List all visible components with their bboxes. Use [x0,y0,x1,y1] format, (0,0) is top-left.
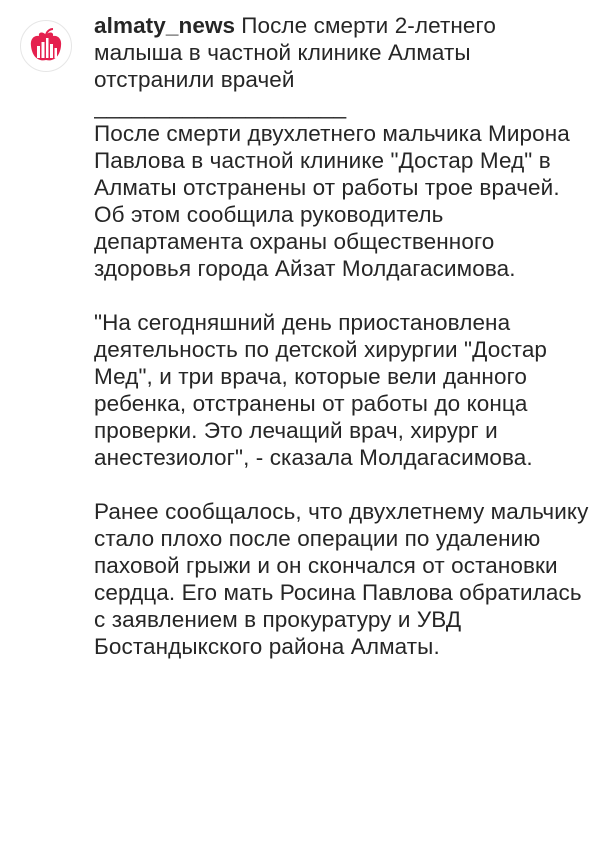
almaty-news-logo-icon [26,26,66,66]
caption-separator: ____________________ [94,94,347,119]
username-link[interactable]: almaty_news [94,13,236,38]
caption-paragraph: Ранее сообщалось, что двухлетнему мальчику стало плохо после операции по удалению паховой грыжи и он скончался от остановки сердца. Его мать Росина Павлова обратилась с заявлением в прокуратуру и УВД Бостандыкского района Алматы. [94,499,589,659]
post-headline: После смерти 2-летнего малыша в частной клинике Алматы отстранили врачей [94,13,496,92]
post-caption [94,12,590,660]
caption-paragraph: "На сегодняшний день приостановлена деятельность по детской хирургии "Достар Мед", и три врача, которые вели данного ребенка, отстранены от работы до конца проверки. Это лечащий врач, хирург и анестезиолог", - сказала Молдагасимова. [94,310,548,470]
caption-paragraph: После смерти двухлетнего мальчика Мирона Павлова в частной клинике "Достар Мед" в Алматы отстранены от работы трое врачей. Об этом сообщила руководитель департамента охраны общественного здоровья города Айзат Молдагасимова. [94,121,570,281]
profile-avatar[interactable] [20,20,72,72]
caption-headline-line [94,12,590,93]
